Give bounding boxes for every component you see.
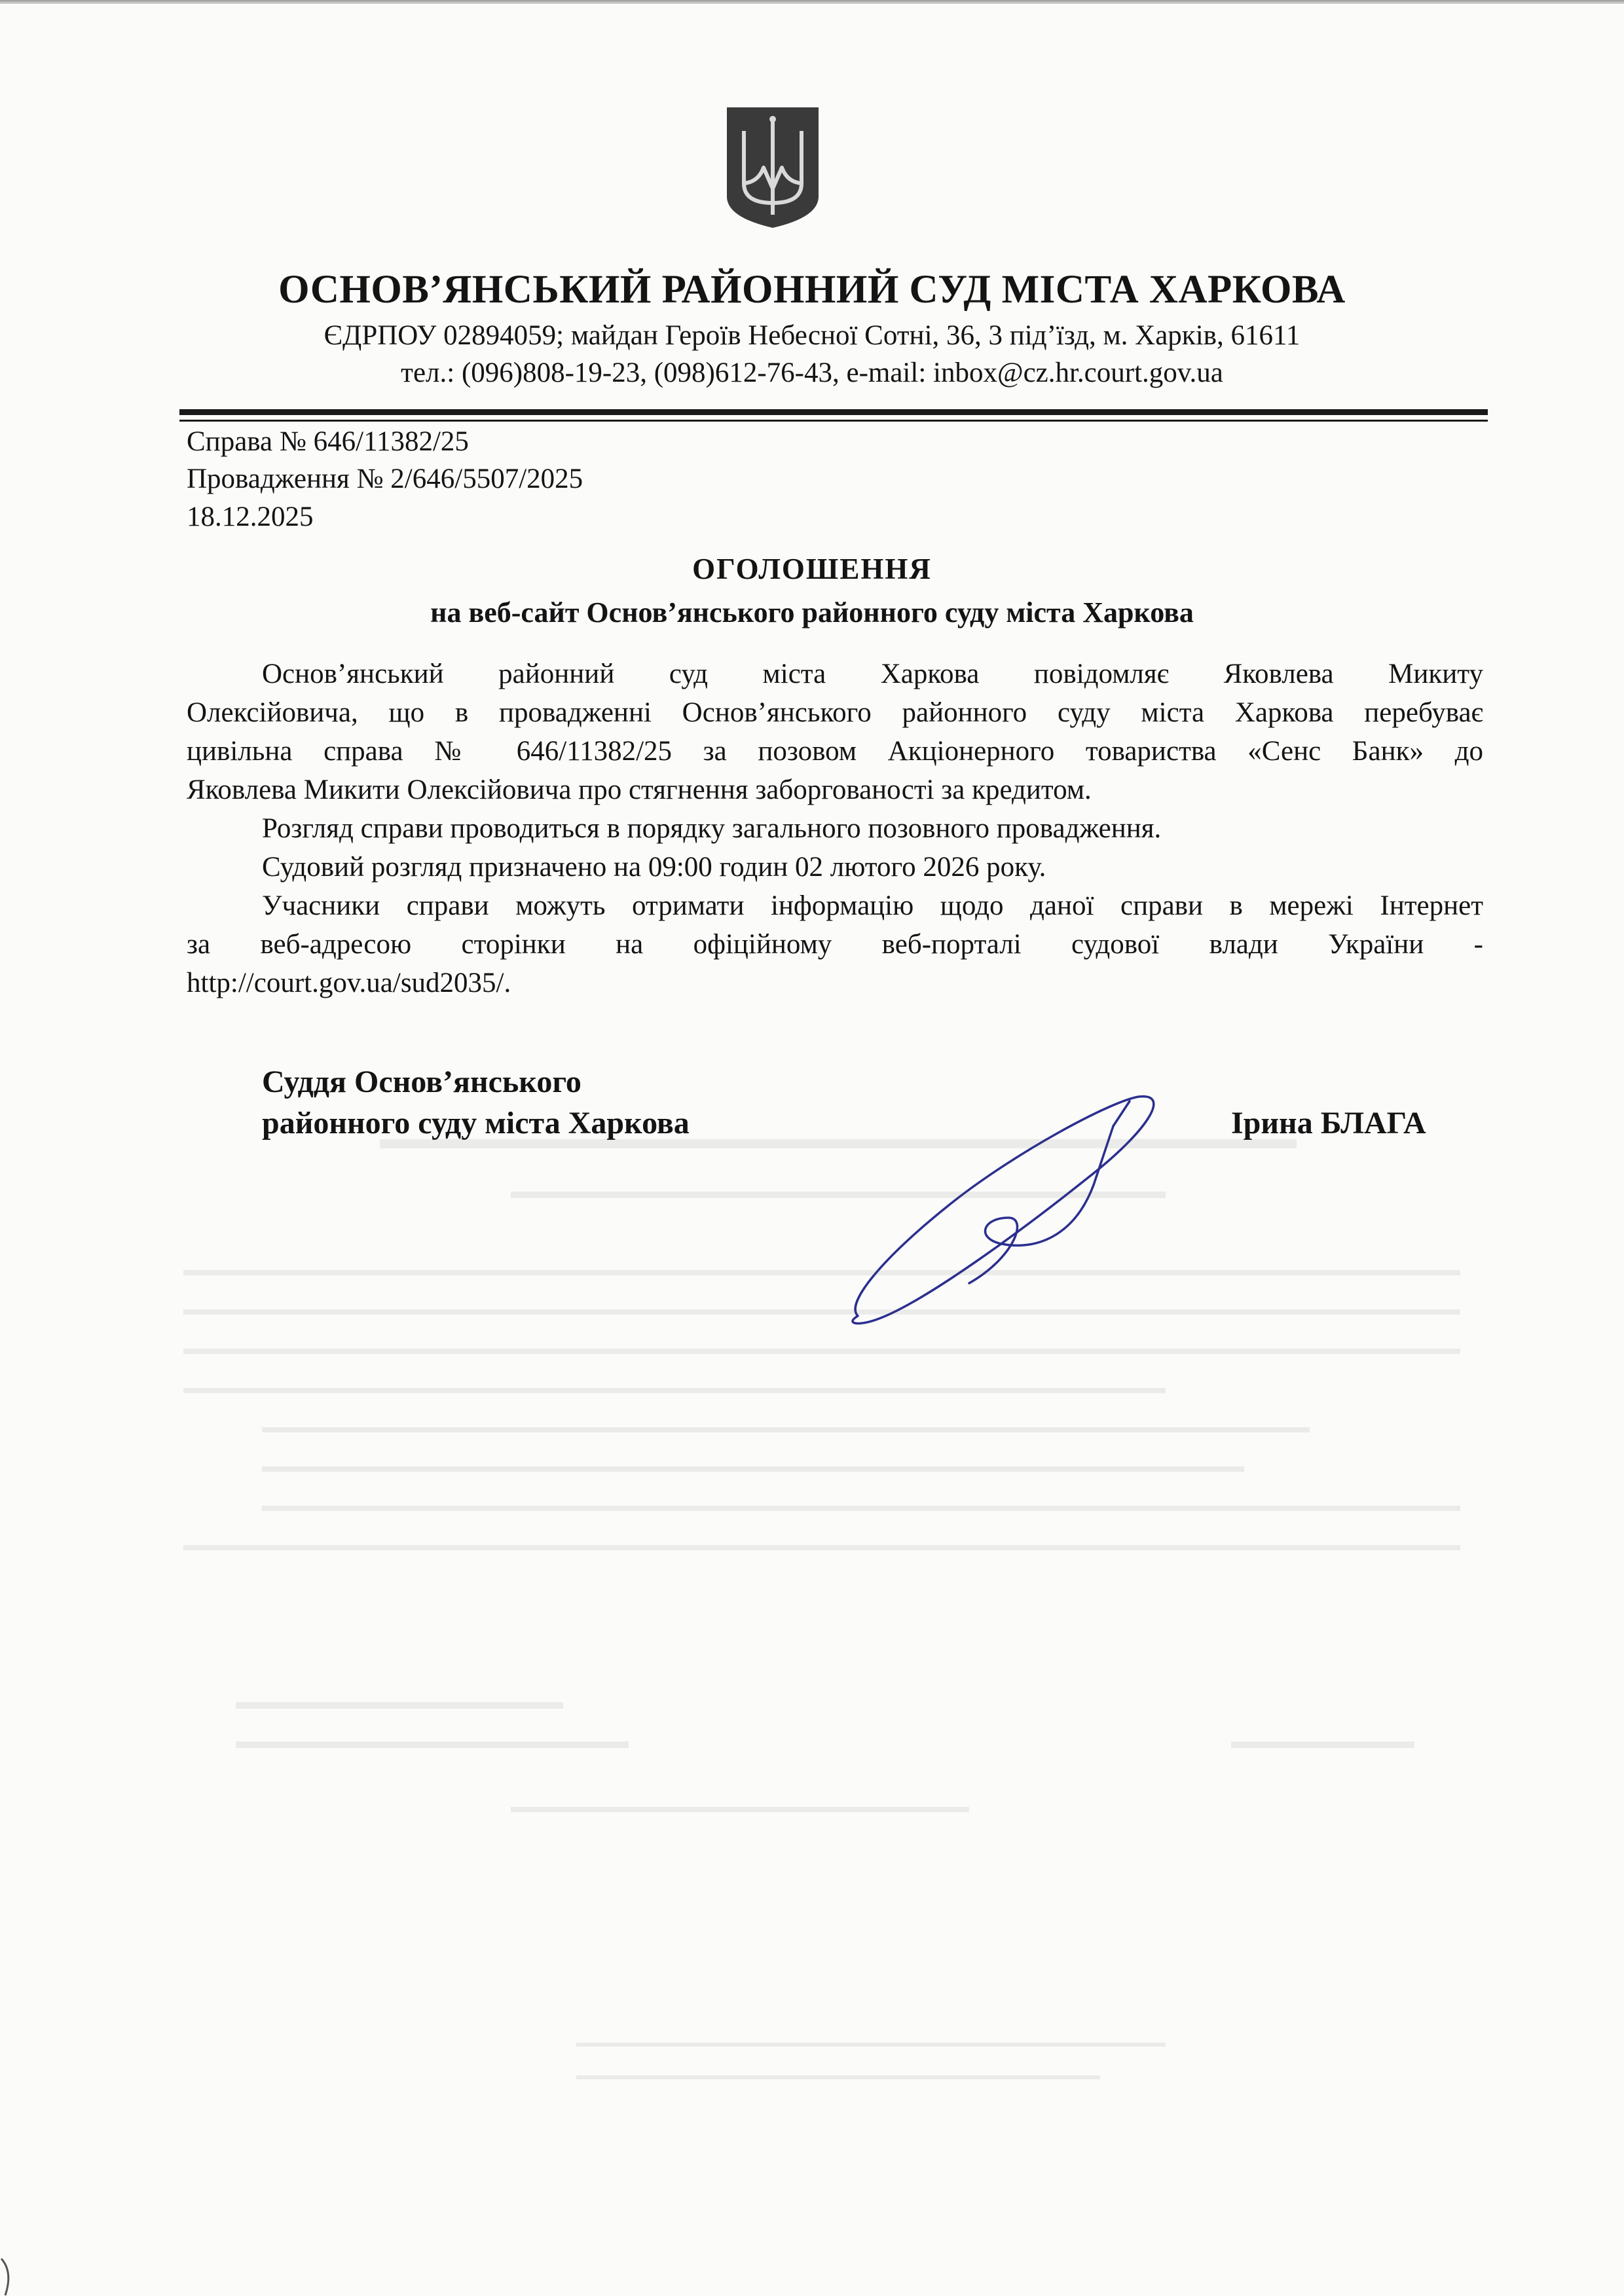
court-website-link[interactable]: http://court.gov.ua/sud2035/.	[187, 968, 511, 998]
judge-title-line-1: Суддя Основ’янського	[262, 1065, 581, 1099]
announcement-subtitle: на веб-сайт Основ’янського районного суду міста Харкова	[430, 596, 1194, 629]
case-number: Справа № 646/11382/25	[187, 426, 469, 457]
paragraph-4-line-1: Учасники справи можуть отримати інформацію щодо даної справи в мережі Інтернет	[262, 890, 1483, 921]
judge-name: Ірина БЛАГА	[1231, 1106, 1426, 1140]
paragraph-1-line-2: Олексійовича, що в провадженні Основ’янського районного суду міста Харкова перебуває	[187, 697, 1483, 728]
header-divider-thin	[179, 420, 1488, 422]
scan-top-edge	[0, 0, 1624, 4]
coat-of-arms-icon	[724, 105, 821, 230]
proceeding-number: Провадження № 2/646/5507/2025	[187, 464, 583, 494]
header-divider-thick	[179, 409, 1488, 415]
paragraph-1-line-4: Яковлева Микити Олексійовича про стягнення заборгованості за кредитом.	[187, 774, 1092, 805]
paragraph-2: Розгляд справи проводиться в порядку загального позовного провадження.	[262, 813, 1162, 844]
paragraph-3: Судовий розгляд призначено на 09:00 годин 02 лютого 2026 року.	[262, 852, 1046, 883]
document-date: 18.12.2025	[187, 501, 314, 532]
court-contacts: тел.: (096)808-19-23, (098)612-76-43, e-mail: inbox@cz.hr.court.gov.ua	[401, 357, 1223, 388]
reverse-side-show-through	[183, 1074, 1493, 2187]
judge-title-line-2: районного суду міста Харкова	[262, 1106, 690, 1140]
court-name: ОСНОВ’ЯНСЬКИЙ РАЙОННИЙ СУД МІСТА ХАРКОВА	[278, 268, 1346, 312]
scan-corner-mark	[0, 2252, 26, 2296]
court-address: ЄДРПОУ 02894059; майдан Героїв Небесної Сотні, 36, 3 під’їзд, м. Харків, 61611	[323, 320, 1301, 351]
announcement-title: ОГОЛОШЕННЯ	[692, 553, 932, 585]
paragraph-4-line-2: за веб-адресою сторінки на офіційному веб-порталі судової влади України -	[187, 929, 1483, 960]
paragraph-1-line-3: цивільна справа № 646/11382/25 за позовом Акціонерного товариства «Сенс Банк» до	[187, 736, 1483, 767]
paragraph-1-line-1: Основ’янський районний суд міста Харкова повідомляє Яковлева Микиту	[262, 659, 1483, 689]
